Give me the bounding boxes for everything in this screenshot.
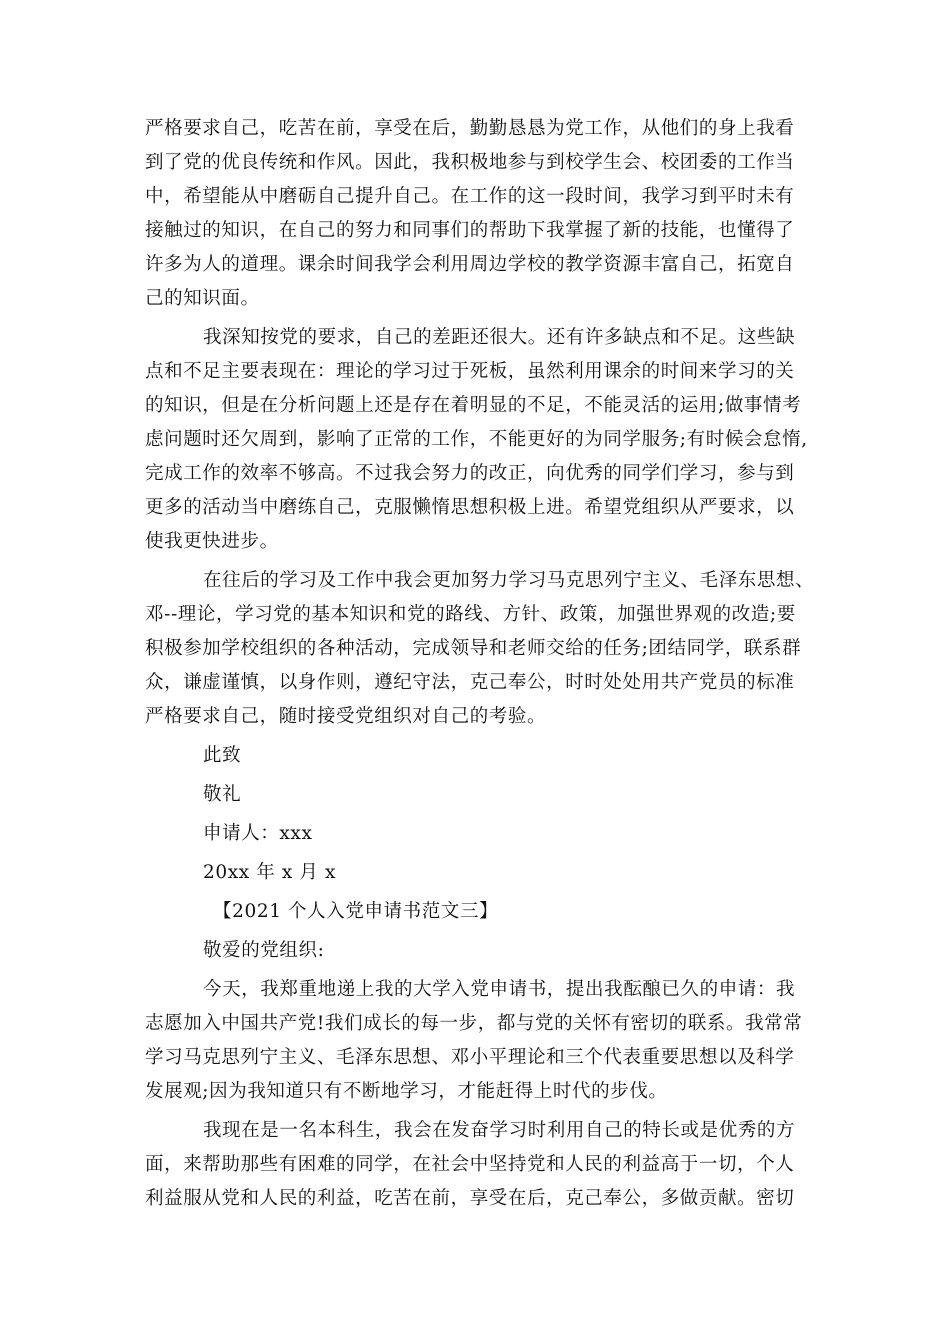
paragraph-4-line-4: 发展观;因为我知道只有不断地学习，才能赶得上时代的步伐。 [145, 1081, 668, 1102]
paragraph-3-line-1: 在往后的学习及工作中我会更加努力学习马克思列宁主义、毛泽东思想、 [203, 570, 815, 591]
paragraph-4-line-1: 今天，我郑重地递上我的大学入党申请书，提出我酝酿已久的申请：我 [203, 979, 796, 1000]
paragraph-3-line-5: 严格要求自己，随时接受党组织对自己的考验。 [145, 706, 547, 727]
paragraph-3-line-4: 众，谦虚谨慎，以身作则，遵纪守法，克己奉公，时时处处用共产党员的标准 [145, 672, 795, 693]
paragraph-3-line-2: 邓--理论，学习党的基本知识和党的路线、方针、政策，加强世界观的改造;要 [145, 604, 796, 625]
salutation: 敬爱的党组织: [203, 940, 325, 961]
paragraph-2-line-1: 我深知按党的要求，自己的差距还很大。还有许多缺点和不足。这些缺 [203, 327, 796, 348]
paragraph-2-line-3: 的知识，但是在分析问题上还是存在着明显的不足，不能灵活的运用;做事情考 [145, 395, 802, 416]
paragraph-1-line-5: 许多为人的道理。课余时间我学会利用周边学校的教学资源丰富自己，拓宽自 [145, 254, 795, 275]
paragraph-5-line-3: 利益服从党和人民的利益，吃苦在前，享受在后，克己奉公，多做贡献。密切 [145, 1188, 795, 1209]
closing-jing-li: 敬礼 [203, 784, 242, 805]
paragraph-2-line-5: 完成工作的效率不够高。不过我会努力的改正，向优秀的同学们学习，参与到 [145, 463, 795, 484]
closing-ci-zhi: 此致 [203, 745, 242, 766]
paragraph-1-line-2: 到了党的优良传统和作风。因此，我积极地参与到校学生会、校团委的工作当 [145, 152, 795, 173]
paragraph-2-line-6: 更多的活动当中磨练自己，克服懒惰思想积极上进。希望党组织从严要求，以 [145, 497, 795, 518]
paragraph-1-line-1: 严格要求自己，吃苦在前，享受在后，勤勤恳恳为党工作，从他们的身上我看 [145, 118, 795, 139]
paragraph-4-line-3: 学习马克思列宁主义、毛泽东思想、邓小平理论和三个代表重要思想以及科学 [145, 1047, 795, 1068]
paragraph-1-line-3: 中，希望能从中磨砺自己提升自己。在工作的这一段时间，我学习到平时未有 [145, 186, 795, 207]
paragraph-5-line-2: 面，来帮助那些有困难的同学，在社会中坚持党和人民的利益高于一切，个人 [145, 1154, 795, 1175]
paragraph-5-line-1: 我现在是一名本科生，我会在发奋学习时利用自己的特长或是优秀的方 [203, 1120, 796, 1141]
section-heading: 【2021 个人入党申请书范文三】 [213, 901, 499, 922]
paragraph-1-line-4: 接触过的知识，在自己的努力和同事们的帮助下我掌握了新的技能，也懂得了 [145, 220, 795, 241]
paragraph-1-line-6: 己的知识面。 [145, 288, 260, 309]
paragraph-4-line-2: 志愿加入中国共产党!我们成长的每一步，都与党的关怀有密切的联系。我常常 [145, 1013, 803, 1034]
paragraph-2-line-2: 点和不足主要表现在：理论的学习过于死板，虽然利用课余的时间来学习的关 [145, 361, 795, 382]
paragraph-3-line-3: 积极参加学校组织的各种活动，完成领导和老师交给的任务;团结同学，联系群 [145, 638, 802, 659]
paragraph-2-line-7: 使我更快进步。 [145, 531, 279, 552]
applicant-line: 申请人：xxx [203, 823, 313, 844]
date-line: 20xx 年 x 月 x [203, 862, 336, 883]
paragraph-2-line-4: 虑问题时还欠周到，影响了正常的工作，不能更好的为同学服务;有时候会怠惰, [145, 429, 808, 450]
